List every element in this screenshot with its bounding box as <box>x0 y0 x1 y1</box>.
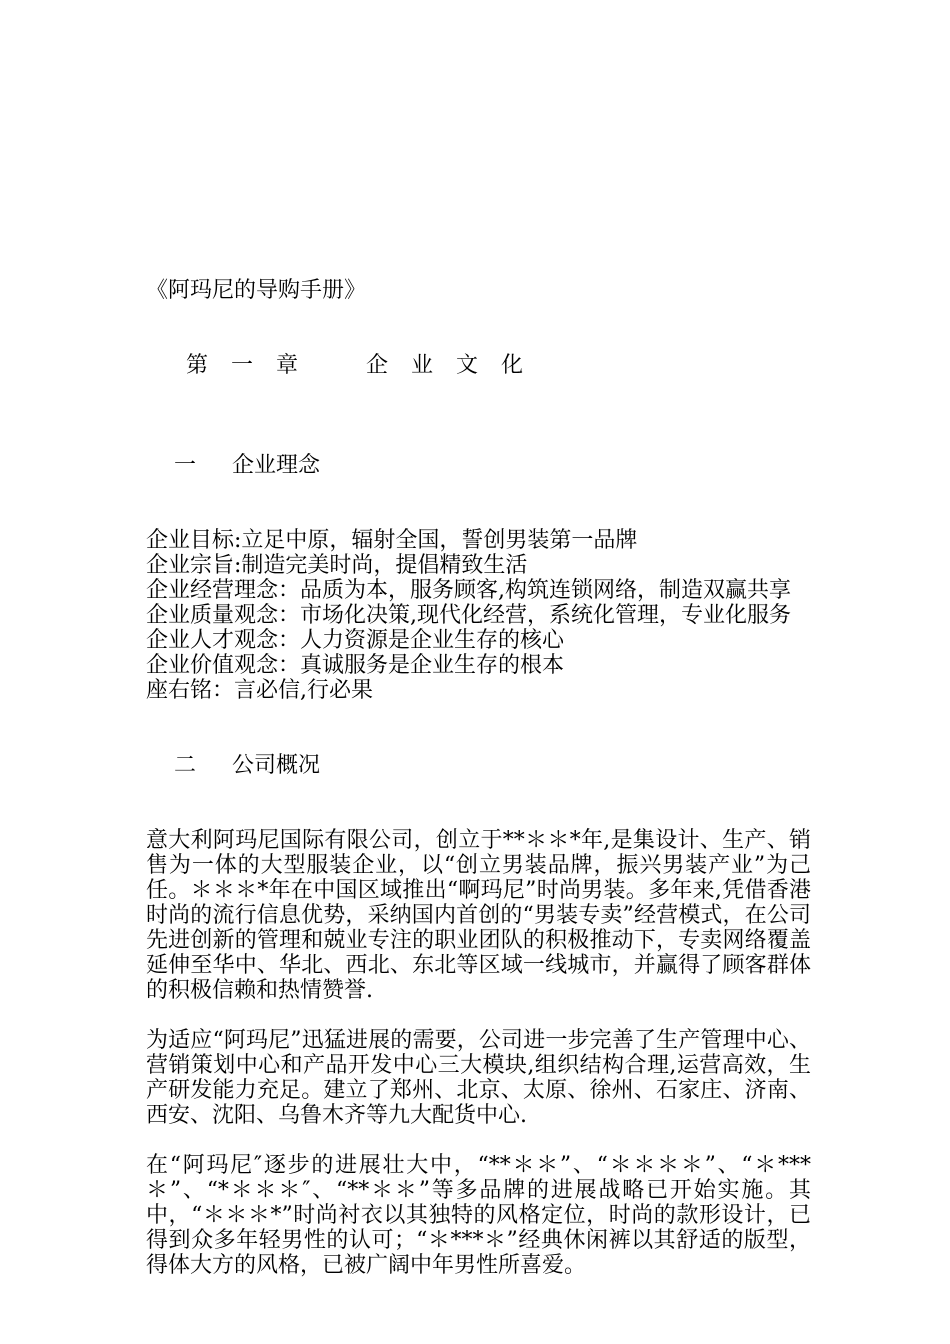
philosophy-line: 企业宗旨:制造完美时尚，提倡精致生活 <box>146 553 528 578</box>
philosophy-list <box>146 528 811 703</box>
chapter-heading <box>146 328 811 403</box>
philosophy-line: 企业目标:立足中原，辐射全国，誓创男装第一品牌 <box>146 528 638 553</box>
chapter-number: 第 一 章 <box>185 353 306 378</box>
philosophy-line: 企业人才观念：人力资源是企业生存的核心 <box>146 628 565 653</box>
section-number: 一 <box>173 453 196 478</box>
overview-paragraph: 为适应“阿玛尼”迅猛进展的需要，公司进一步完善了生产管理中心、营销策划中心和产品开发中心三大模块,组织结构合理,运营高效，生产研发能力充足。建立了郑州、北京、太原、徐州、石家庄、济南、西安、沈阳、乌鲁木齐等九大配货中心. <box>146 1028 811 1128</box>
chapter-name: 企 业 文 化 <box>365 353 531 378</box>
overview-paragraph: 在“阿玛尼″逐步的进展壮大中，“**＊＊”、“＊＊＊＊”、“＊***＊”、“*＊＊＊″、“**＊＊”等多品牌的进展战略已开始实施。其中，“＊＊＊*”时尚衬衣以其独特的风格定位，时尚的款形设计，已得到众多年轻男性的认可；“＊***＊”经典休闲裤以其舒适的版型，得体大方的风格，已被广阔中年男性所喜爱。 <box>146 1153 811 1278</box>
document-page <box>146 278 811 1303</box>
philosophy-line: 企业经营理念：品质为本，服务顾客,构筑连锁网络，制造双赢共享 <box>146 578 791 603</box>
philosophy-line: 座右铭：言必信,行必果 <box>146 678 373 703</box>
section-heading-overview <box>146 728 811 803</box>
section-title: 企业理念 <box>231 453 320 478</box>
philosophy-line: 企业价值观念：真诚服务是企业生存的根本 <box>146 653 565 678</box>
document-title: 《阿玛尼的导购手册》 <box>146 278 367 303</box>
section-title: 公司概况 <box>231 753 320 778</box>
section-number: 二 <box>173 753 196 778</box>
section-heading-philosophy <box>146 428 811 503</box>
philosophy-line: 企业质量观念：市场化决策,现代化经营，系统化管理，专业化服务 <box>146 603 791 628</box>
overview-paragraph: 意大利阿玛尼国际有限公司，创立于**＊＊*年,是集设计、生产、销售为一体的大型服装企业，以“创立男装品牌，振兴男装产业”为己任。＊＊＊*年在中国区域推出“啊玛尼”时尚男装。多年来,凭借香港时尚的流行信息优势，采纳国内首创的“男装专卖”经营模式，在公司先进创新的管理和兢业专注的职业团队的积极推动下，专卖网络覆盖延伸至华中、华北、西北、东北等区域一线城市，并赢得了顾客群体的积极信赖和热情赞誉. <box>146 828 811 1003</box>
